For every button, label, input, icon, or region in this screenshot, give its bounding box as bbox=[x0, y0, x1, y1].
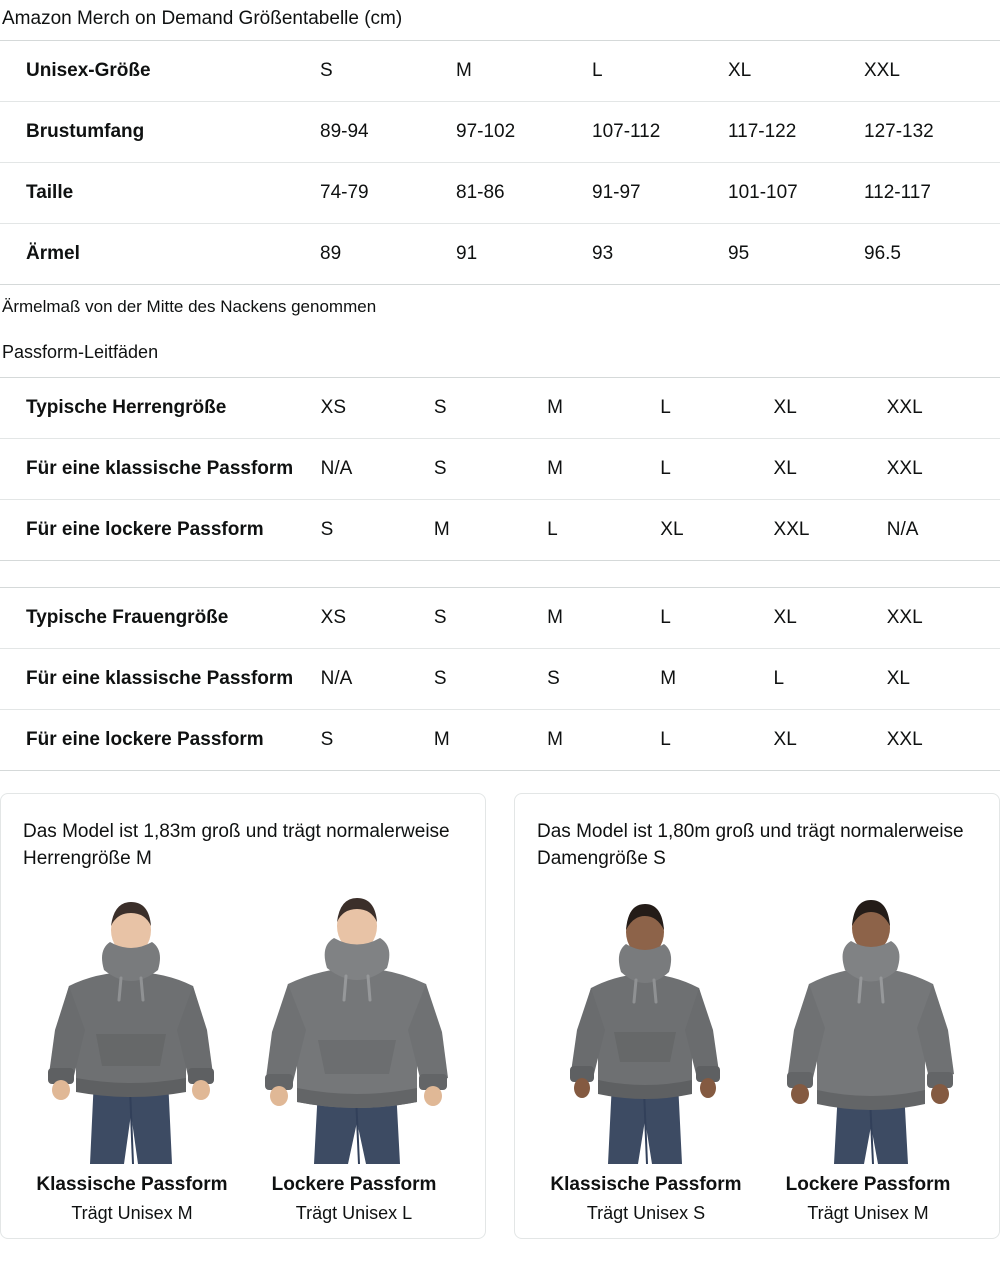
figure-womens-classic bbox=[536, 882, 752, 1164]
figure-labels bbox=[535, 1172, 979, 1226]
model-card-mens bbox=[0, 793, 486, 1239]
cell: 127-132 bbox=[864, 102, 1000, 163]
row-header: Ärmel bbox=[0, 224, 320, 285]
cell: L bbox=[660, 588, 773, 649]
cell: N/A bbox=[887, 500, 1000, 561]
figure-womens-relaxed bbox=[762, 882, 978, 1164]
model-cards bbox=[0, 789, 1000, 1239]
cell: 91-97 bbox=[592, 163, 728, 224]
fit-size: Trägt Unisex M bbox=[807, 1203, 929, 1223]
row-header: Typische Herrengröße bbox=[0, 378, 321, 439]
cell: 107-112 bbox=[592, 102, 728, 163]
cell: 89 bbox=[320, 224, 456, 285]
row-header: Für eine lockere Passform bbox=[0, 710, 321, 771]
cell: 91 bbox=[456, 224, 592, 285]
cell: XL bbox=[887, 649, 1000, 710]
cell: L bbox=[660, 439, 773, 500]
figure-label-relaxed bbox=[243, 1172, 465, 1226]
cell: 81-86 bbox=[456, 163, 592, 224]
cell: M bbox=[547, 710, 660, 771]
figure-labels bbox=[21, 1172, 465, 1226]
cell: 74-79 bbox=[320, 163, 456, 224]
cell: N/A bbox=[321, 439, 434, 500]
cell: XL bbox=[660, 500, 773, 561]
cell: XS bbox=[321, 588, 434, 649]
row-header: Taille bbox=[0, 163, 320, 224]
figure-label-relaxed bbox=[757, 1172, 979, 1226]
cell: L bbox=[660, 378, 773, 439]
man-relaxed-fit-illustration bbox=[248, 882, 464, 1164]
table-row bbox=[0, 41, 1000, 102]
row-header: Unisex-Größe bbox=[0, 41, 320, 102]
fit-size: Trägt Unisex L bbox=[295, 1203, 413, 1223]
cell: 96.5 bbox=[864, 224, 1000, 285]
cell: S bbox=[434, 649, 547, 710]
fit-title: Klassische Passform bbox=[36, 1174, 228, 1195]
cell: XXL bbox=[864, 41, 1000, 102]
row-header: Für eine klassische Passform bbox=[0, 649, 321, 710]
cell: 97-102 bbox=[456, 102, 592, 163]
row-header: Brustumfang bbox=[0, 102, 320, 163]
table-row bbox=[0, 649, 1000, 710]
cell: L bbox=[774, 649, 887, 710]
cell: S bbox=[547, 649, 660, 710]
cell: 112-117 bbox=[864, 163, 1000, 224]
cell: M bbox=[434, 710, 547, 771]
row-header: Typische Frauengröße bbox=[0, 588, 321, 649]
cell: M bbox=[434, 500, 547, 561]
table-row bbox=[0, 439, 1000, 500]
cell: XXL bbox=[887, 710, 1000, 771]
cell: M bbox=[456, 41, 592, 102]
fit-size: Trägt Unisex S bbox=[586, 1203, 706, 1223]
figure-label-classic bbox=[21, 1172, 243, 1226]
cell: XS bbox=[321, 378, 434, 439]
cell: S bbox=[434, 588, 547, 649]
cell: M bbox=[547, 378, 660, 439]
cell: M bbox=[660, 649, 773, 710]
cell: M bbox=[547, 588, 660, 649]
fit-title: Lockere Passform bbox=[271, 1174, 437, 1195]
fit-guides-title: Passform-Leitfäden bbox=[2, 342, 159, 362]
table-row bbox=[0, 710, 1000, 771]
cell: XXL bbox=[887, 439, 1000, 500]
cell: XL bbox=[774, 710, 887, 771]
model-card-womens bbox=[514, 793, 1000, 1239]
cell: XXL bbox=[774, 500, 887, 561]
cell: L bbox=[660, 710, 773, 771]
cell: S bbox=[320, 41, 456, 102]
cell: S bbox=[434, 439, 547, 500]
table-row bbox=[0, 500, 1000, 561]
mens-fit-guide-table bbox=[0, 377, 1000, 561]
fit-title: Lockere Passform bbox=[785, 1174, 951, 1195]
figure-mens-classic bbox=[22, 882, 238, 1164]
cell: XXL bbox=[887, 588, 1000, 649]
row-header: Für eine klassische Passform bbox=[0, 439, 321, 500]
model-figures bbox=[21, 882, 465, 1164]
cell: S bbox=[321, 500, 434, 561]
cell: S bbox=[321, 710, 434, 771]
cell: 89-94 bbox=[320, 102, 456, 163]
man-classic-fit-illustration bbox=[22, 882, 238, 1164]
cell: XXL bbox=[887, 378, 1000, 439]
fit-size: Trägt Unisex M bbox=[71, 1203, 193, 1223]
table-row bbox=[0, 102, 1000, 163]
cell: 117-122 bbox=[728, 102, 864, 163]
cell: XL bbox=[728, 41, 864, 102]
table-row bbox=[0, 378, 1000, 439]
cell: L bbox=[547, 500, 660, 561]
figure-label-classic bbox=[535, 1172, 757, 1226]
cell: M bbox=[547, 439, 660, 500]
table-row bbox=[0, 224, 1000, 285]
table-divider-space bbox=[0, 561, 1000, 587]
row-header: Für eine lockere Passform bbox=[0, 500, 321, 561]
figure-mens-relaxed bbox=[248, 882, 464, 1164]
cell: L bbox=[592, 41, 728, 102]
cell: XL bbox=[774, 588, 887, 649]
woman-classic-fit-illustration bbox=[536, 882, 752, 1164]
cell: S bbox=[434, 378, 547, 439]
cell: 93 bbox=[592, 224, 728, 285]
womens-fit-guide-table bbox=[0, 587, 1000, 771]
cell: 101-107 bbox=[728, 163, 864, 224]
woman-relaxed-fit-illustration bbox=[762, 882, 978, 1164]
cell: N/A bbox=[321, 649, 434, 710]
model-figures bbox=[535, 882, 979, 1164]
page-title: Amazon Merch on Demand Größentabelle (cm) bbox=[2, 8, 403, 29]
cell: 95 bbox=[728, 224, 864, 285]
fit-title: Klassische Passform bbox=[550, 1174, 742, 1195]
table-row bbox=[0, 163, 1000, 224]
sleeve-measurement-note: Ärmelmaß von der Mitte des Nackens genommen bbox=[2, 297, 377, 316]
cell: XL bbox=[774, 378, 887, 439]
model-description: Das Model ist 1,80m groß und trägt normalerweise Damengröße S bbox=[537, 821, 964, 869]
unisex-size-table bbox=[0, 40, 1000, 285]
cell: XL bbox=[774, 439, 887, 500]
table-row bbox=[0, 588, 1000, 649]
section-space bbox=[0, 771, 1000, 789]
model-description: Das Model ist 1,83m groß und trägt normalerweise Herrengröße M bbox=[23, 821, 450, 869]
